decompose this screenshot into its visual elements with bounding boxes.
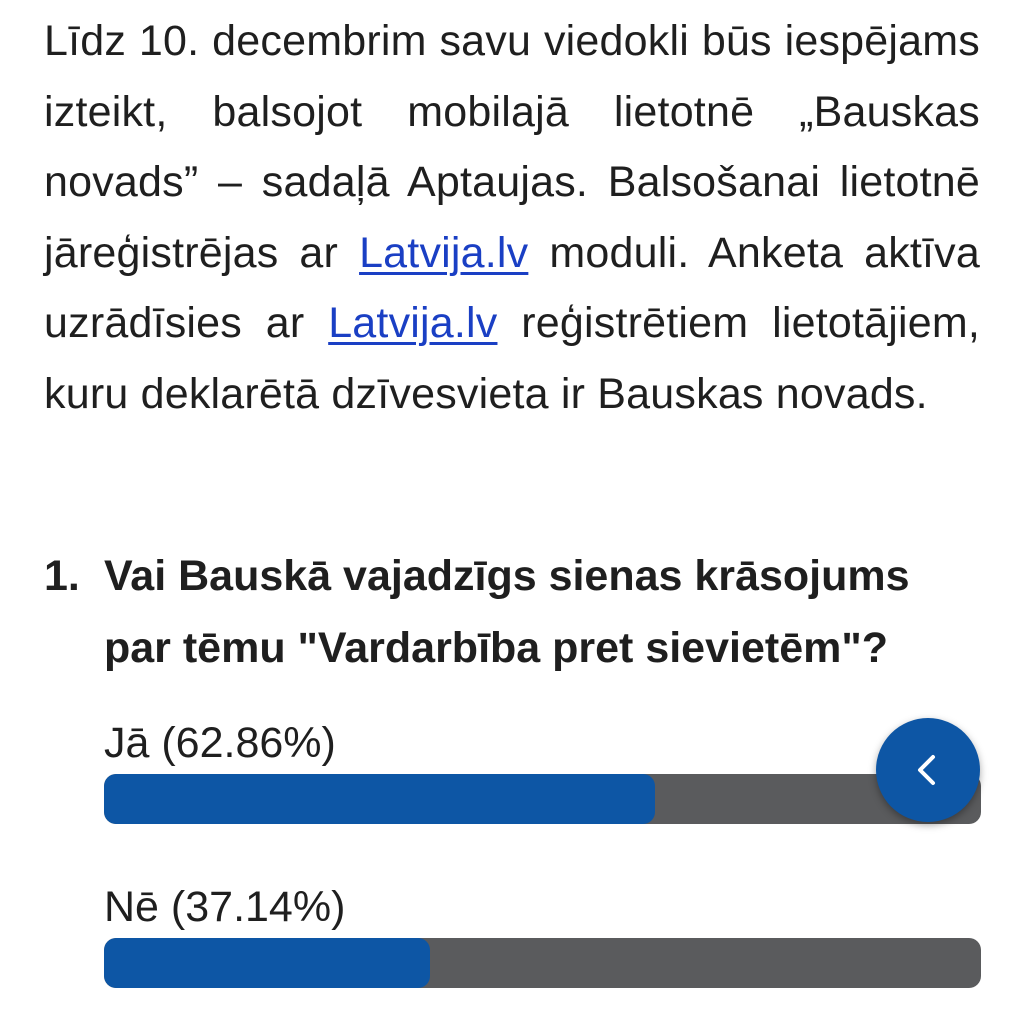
option-bar-fill-no (104, 938, 430, 988)
intro-text-1: Līdz 10. decembrim savu viedokli būs iespējams izteikt, balsojot mobilajā lietotnē „Bauskas novads” – sadaļā Aptaujas. Balsošanai lietotnē jāreģistrējas ar (44, 17, 980, 277)
option-bar-fill-yes (104, 774, 655, 824)
question-number: 1. (44, 552, 80, 600)
chevron-left-icon (908, 750, 948, 790)
option-bar-no (104, 938, 981, 988)
option-label-yes: Jā (62.86%) (104, 719, 336, 767)
intro-paragraph (44, 6, 980, 429)
option-label-no: Nē (37.14%) (104, 883, 346, 931)
intro-text-3: reģistrētiem lietotājiem, kuru deklarētā dzīvesvieta ir Bauskas novads. (44, 299, 980, 418)
question-text: Vai Bauskā vajadzīgs sienas krāsojums par tēmu "Vardarbība pret sievietēm"? (104, 552, 910, 672)
option-bar-yes (104, 774, 981, 824)
intro-text-2: moduli. Anketa aktīva uzrādīsies ar (44, 228, 980, 347)
latvija-lv-link-1[interactable]: Latvija.lv (359, 228, 529, 277)
back-button[interactable] (876, 718, 980, 822)
latvija-lv-link-2[interactable]: Latvija.lv (328, 299, 498, 347)
